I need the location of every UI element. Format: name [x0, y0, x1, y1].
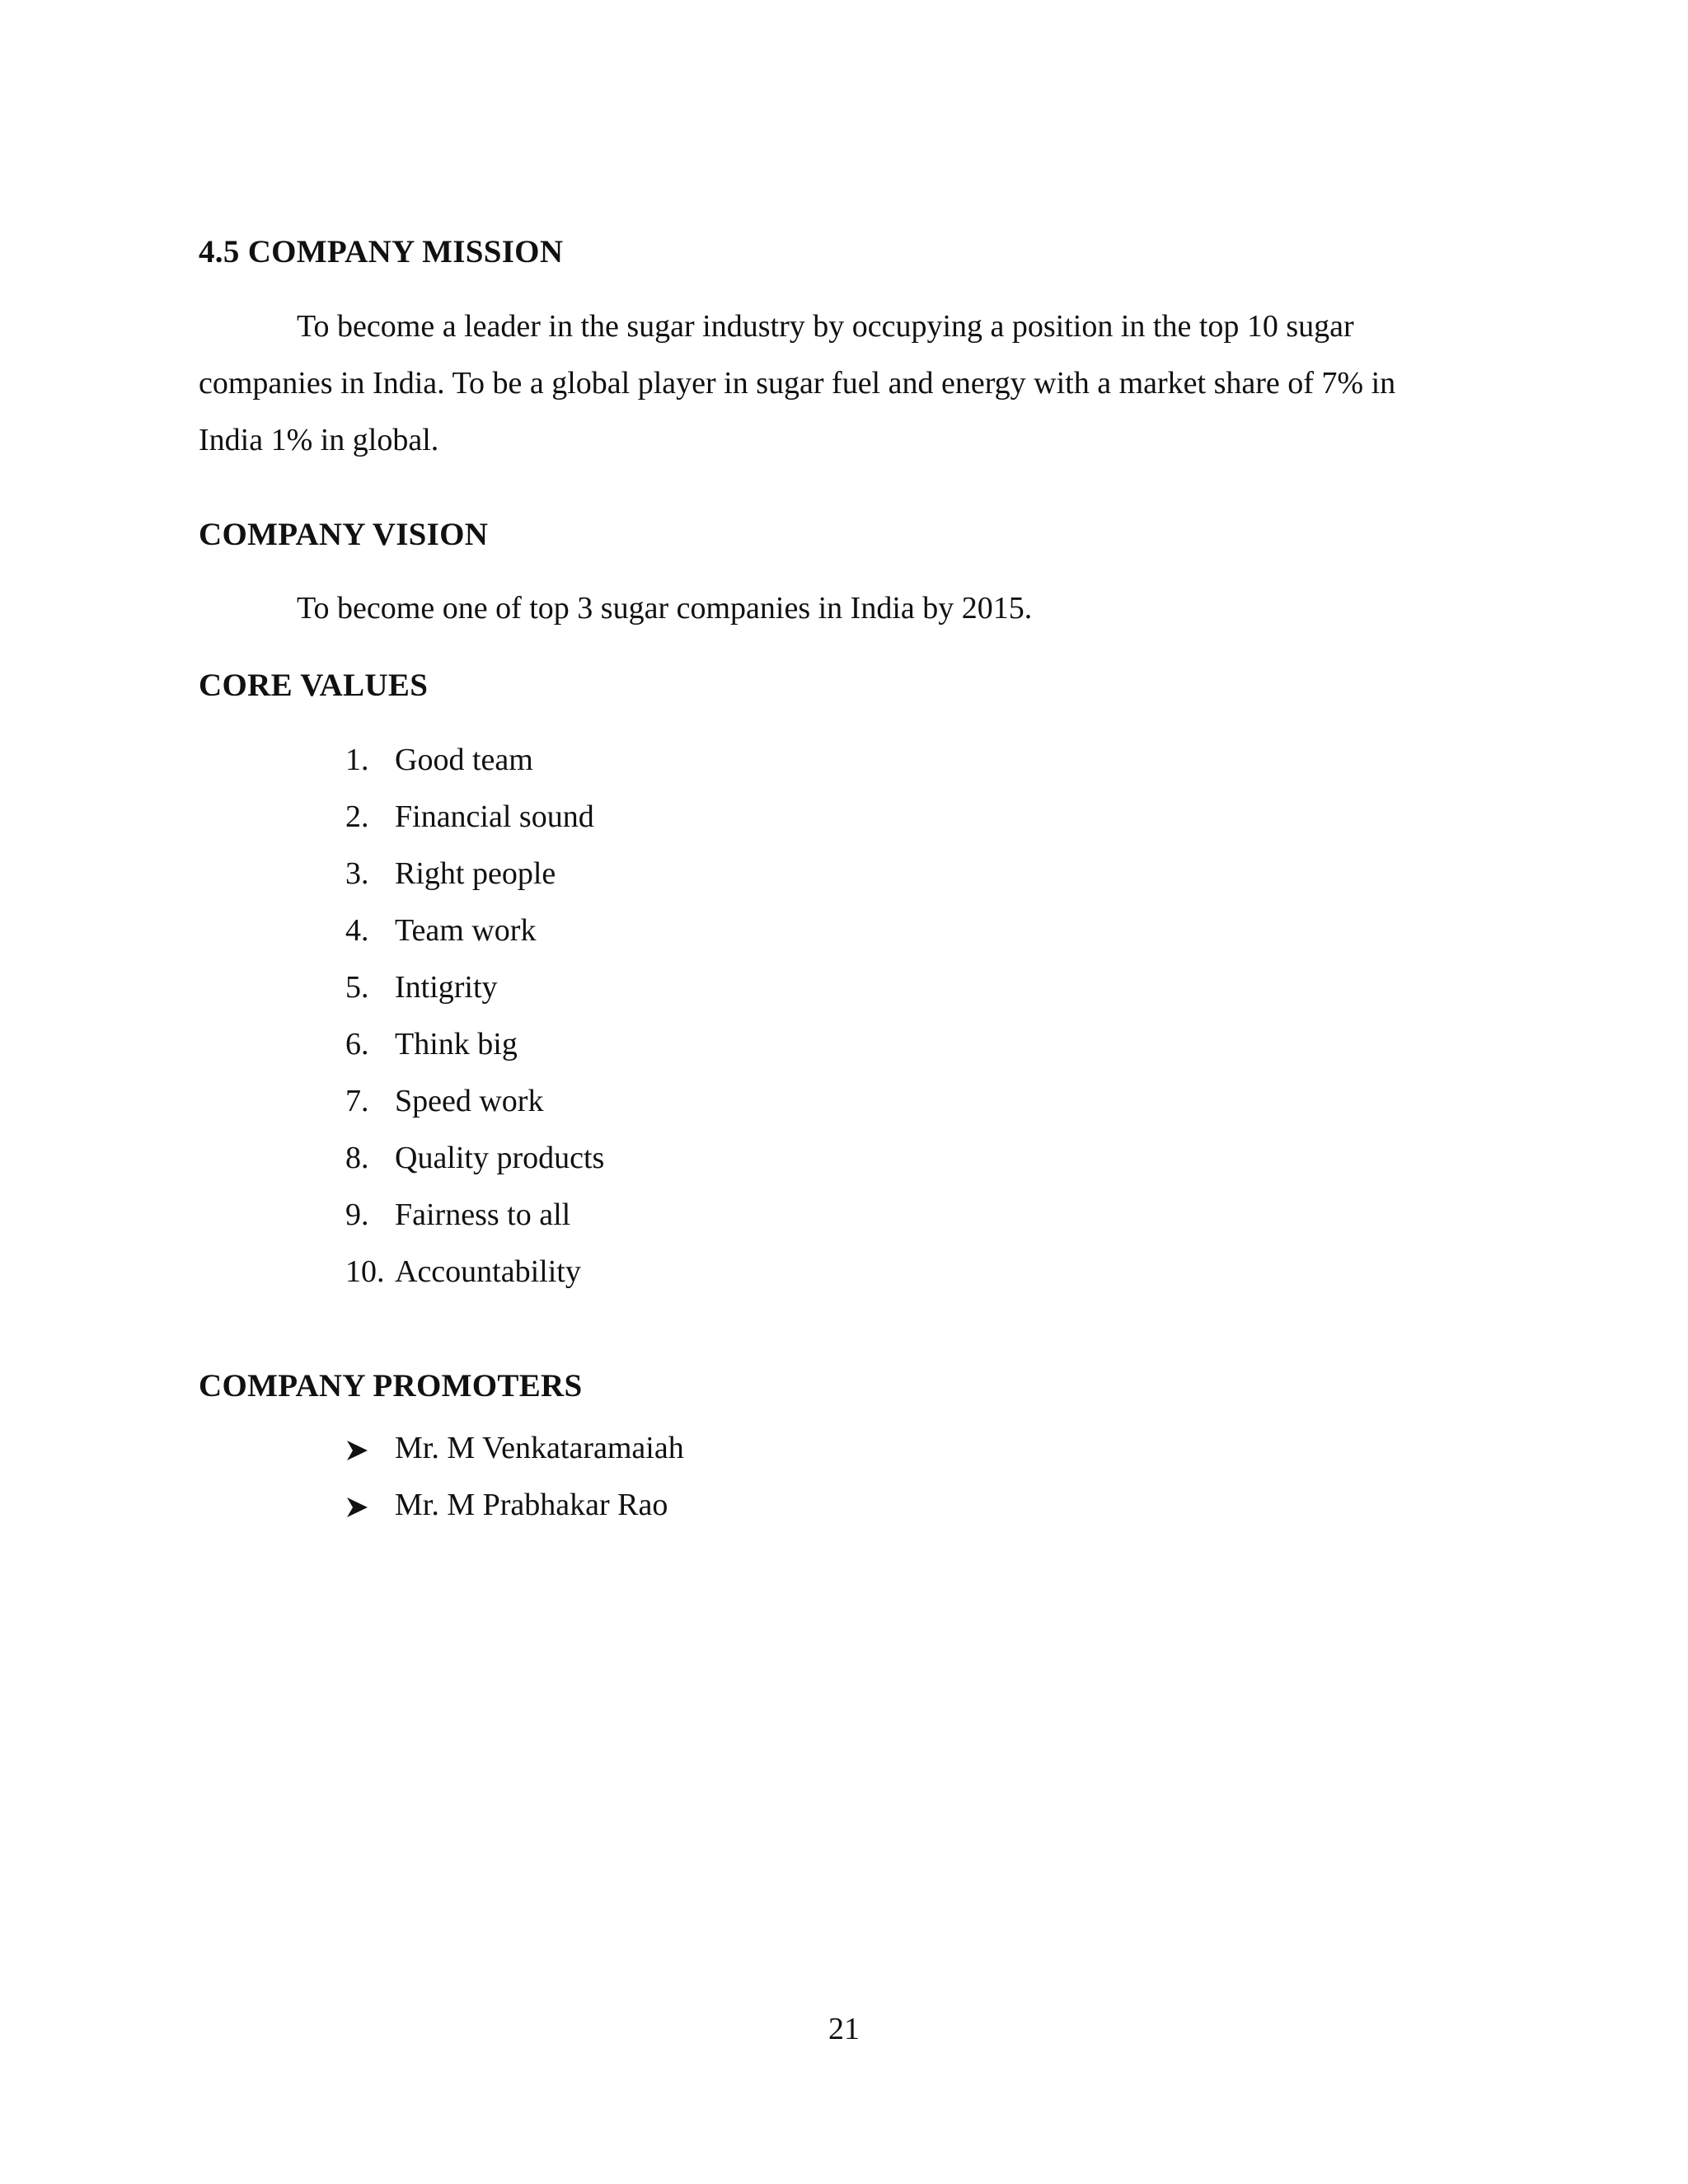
vision-heading: COMPANY VISION	[199, 517, 489, 552]
core-value-text: Intigrity	[395, 970, 498, 1005]
mission-heading: 4.5 COMPANY MISSION	[199, 234, 564, 269]
list-number: 3.	[345, 856, 369, 891]
promoter-name: Mr. M Prabhakar Rao	[395, 1488, 668, 1522]
list-number: 9.	[345, 1197, 369, 1232]
core-value-text: Fairness to all	[395, 1197, 571, 1232]
list-number: 6.	[345, 1027, 369, 1062]
core-value-text: Good team	[395, 743, 533, 777]
core-value-text: Financial sound	[395, 799, 594, 834]
page-number: 21	[828, 2012, 860, 2046]
list-number: 1.	[345, 743, 369, 777]
mission-text: To become a leader in the sugar industry by occupying a position in the top 10 sugar companies in India. To be a global player in sugar fuel and energy with a market share of 7% in India 1% in global.	[199, 309, 1396, 457]
core-value-text: Right people	[395, 856, 556, 891]
core-value-text: Accountability	[395, 1254, 581, 1289]
list-number: 7.	[345, 1084, 369, 1118]
mission-paragraph	[199, 298, 1460, 469]
list-number: 2.	[345, 799, 369, 834]
core-value-text: Think big	[395, 1027, 518, 1062]
arrow-bullet-icon	[345, 1438, 370, 1463]
list-number: 10.	[345, 1254, 385, 1289]
core-value-text: Speed work	[395, 1084, 544, 1118]
core-values-heading: CORE VALUES	[199, 668, 429, 703]
arrow-bullet-icon	[345, 1495, 370, 1520]
core-value-text: Team work	[395, 913, 537, 948]
core-value-text: Quality products	[395, 1141, 605, 1175]
list-number: 5.	[345, 970, 369, 1005]
list-number: 8.	[345, 1141, 369, 1175]
list-number: 4.	[345, 913, 369, 948]
promoter-name: Mr. M Venkataramaiah	[395, 1431, 684, 1465]
vision-text: To become one of top 3 sugar companies in India by 2015.	[297, 591, 1033, 626]
promoters-heading: COMPANY PROMOTERS	[199, 1368, 583, 1404]
